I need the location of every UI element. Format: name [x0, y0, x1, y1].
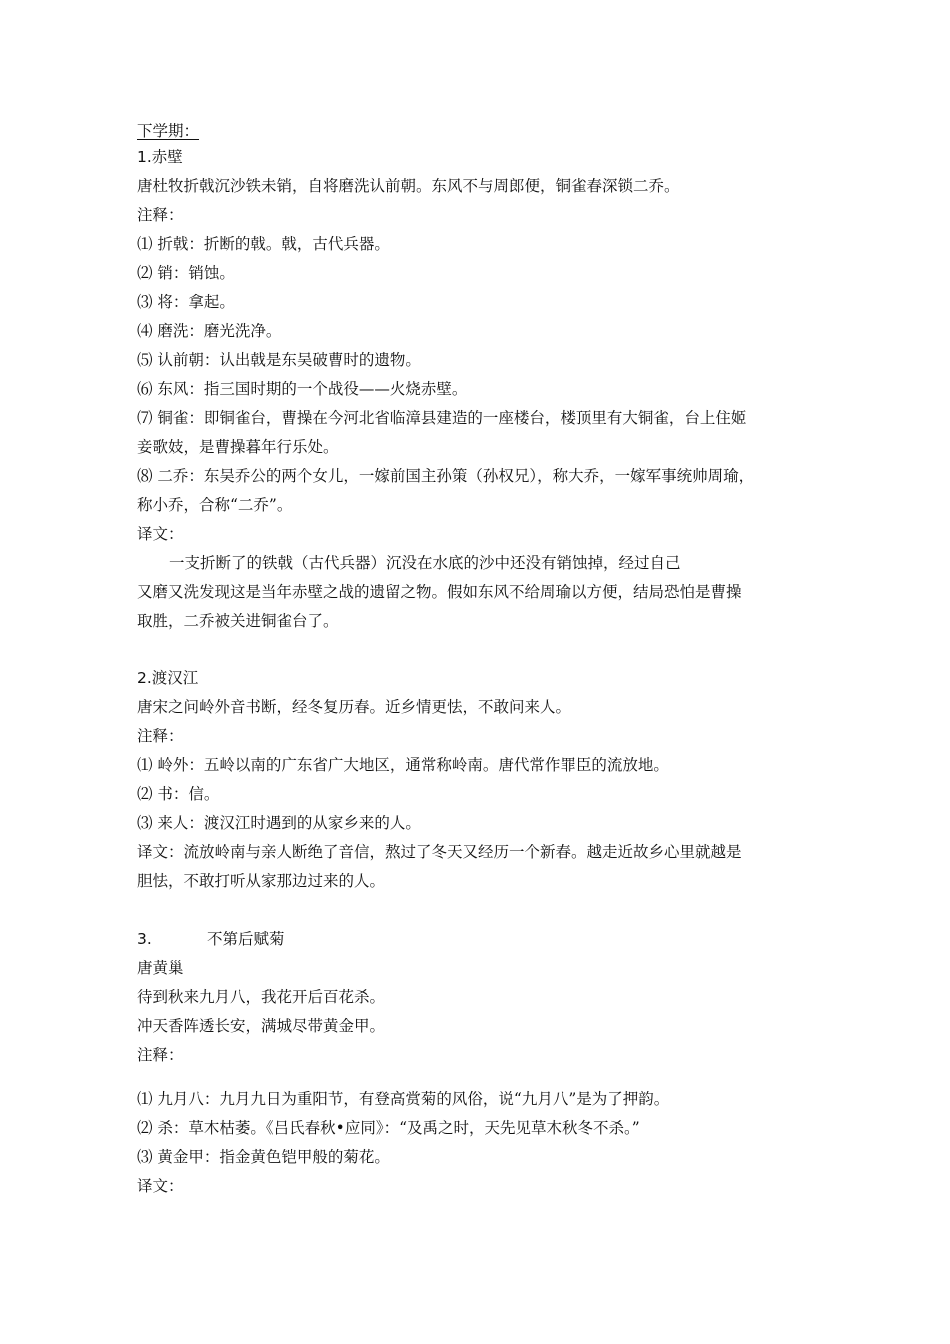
poem2-note: ⑵ 书：信。 — [137, 785, 220, 803]
poem3-note: ⑵ 杀：草木枯萎。《吕氏春秋•应同》：“及禹之时，天先见草木秋冬不杀。” — [137, 1119, 640, 1137]
poem1-heading — [137, 147, 183, 167]
poem2-note: ⑶ 来人：渡汉江时遇到的从家乡来的人。 — [137, 814, 421, 832]
poem2-heading-text: 2.渡汉江 — [137, 669, 199, 687]
poem1-note: 妾歌妓，是曹操暮年行乐处。 — [137, 438, 339, 456]
poem3-heading — [137, 929, 285, 949]
poem1-translation-line: 一支折断了的铁戟（古代兵器）沉没在水底的沙中还没有销蚀掉，经过自己 — [169, 554, 681, 572]
poem1-note: ⑺ 铜雀：即铜雀台，曹操在今河北省临漳县建造的一座楼台，楼顶里有大铜雀，台上住姬 — [137, 409, 747, 427]
poem1-note: ⑻ 二乔：东吴乔公的两个女儿，一嫁前国主孙策（孙权兄），称大乔，一嫁军事统帅周瑜， — [137, 467, 755, 485]
poem1-heading-text: 1.赤壁 — [137, 148, 183, 166]
poem2-text: 唐宋之问岭外音书断，经冬复历春。近乡情更怯，不敢问来人。 — [137, 698, 572, 716]
poem2-notes-label: 注释： — [137, 727, 184, 745]
poem1-note: ⑶ 将：拿起。 — [137, 293, 235, 311]
poem2-translation-line: 胆怯，不敢打听从家那边过来的人。 — [137, 872, 386, 890]
poem1-translation-line: 取胜，二乔被关进铜雀台了。 — [137, 612, 339, 630]
poem2-translation-line: 译文：流放岭南与亲人断绝了音信，熬过了冬天又经历一个新春。越走近故乡心里就越是 — [137, 843, 742, 861]
poem3-title: 不第后赋菊 — [207, 930, 285, 948]
poem1-note: 称小乔，合称“二乔”。 — [137, 496, 293, 514]
poem2-heading — [137, 668, 198, 688]
poem1-text: 唐杜牧折戟沉沙铁未销，自将磨洗认前朝。东风不与周郎便，铜雀春深锁二乔。 — [137, 177, 680, 195]
poem1-translation-label: 译文： — [137, 525, 184, 543]
poem1-note: ⑴ 折戟：折断的戟。戟，古代兵器。 — [137, 235, 390, 253]
poem1-note: ⑹ 东风：指三国时期的一个战役——火烧赤壁。 — [137, 380, 468, 398]
poem3-line: 冲天香阵透长安，满城尽带黄金甲。 — [137, 1017, 386, 1035]
poem1-translation-line: 又磨又洗发现这是当年赤壁之战的遗留之物。假如东风不给周瑜以方便，结局恐怕是曹操 — [137, 583, 742, 601]
poem3-notes-label: 注释： — [137, 1046, 184, 1064]
poem3-note: ⑶ 黄金甲：指金黄色铠甲般的菊花。 — [137, 1148, 390, 1166]
poem1-notes-label: 注释： — [137, 206, 184, 224]
poem1-note: ⑷ 磨洗：磨光洗净。 — [137, 322, 282, 340]
poem3-number: 3. — [137, 930, 152, 948]
poem3-author: 唐黄巢 — [137, 959, 184, 977]
poem1-note: ⑵ 销：销蚀。 — [137, 264, 235, 282]
poem1-note: ⑸ 认前朝：认出戟是东吴破曹时的遗物。 — [137, 351, 421, 369]
semester-heading: 下学期： — [137, 122, 200, 140]
poem3-line: 待到秋来九月八，我花开后百花杀。 — [137, 988, 386, 1006]
poem3-translation-label: 译文： — [137, 1177, 184, 1195]
poem2-note: ⑴ 岭外：五岭以南的广东省广大地区，通常称岭南。唐代常作罪臣的流放地。 — [137, 756, 669, 774]
poem3-note: ⑴ 九月八：九月九日为重阳节，有登高赏菊的风俗，说“九月八”是为了押韵。 — [137, 1090, 670, 1108]
